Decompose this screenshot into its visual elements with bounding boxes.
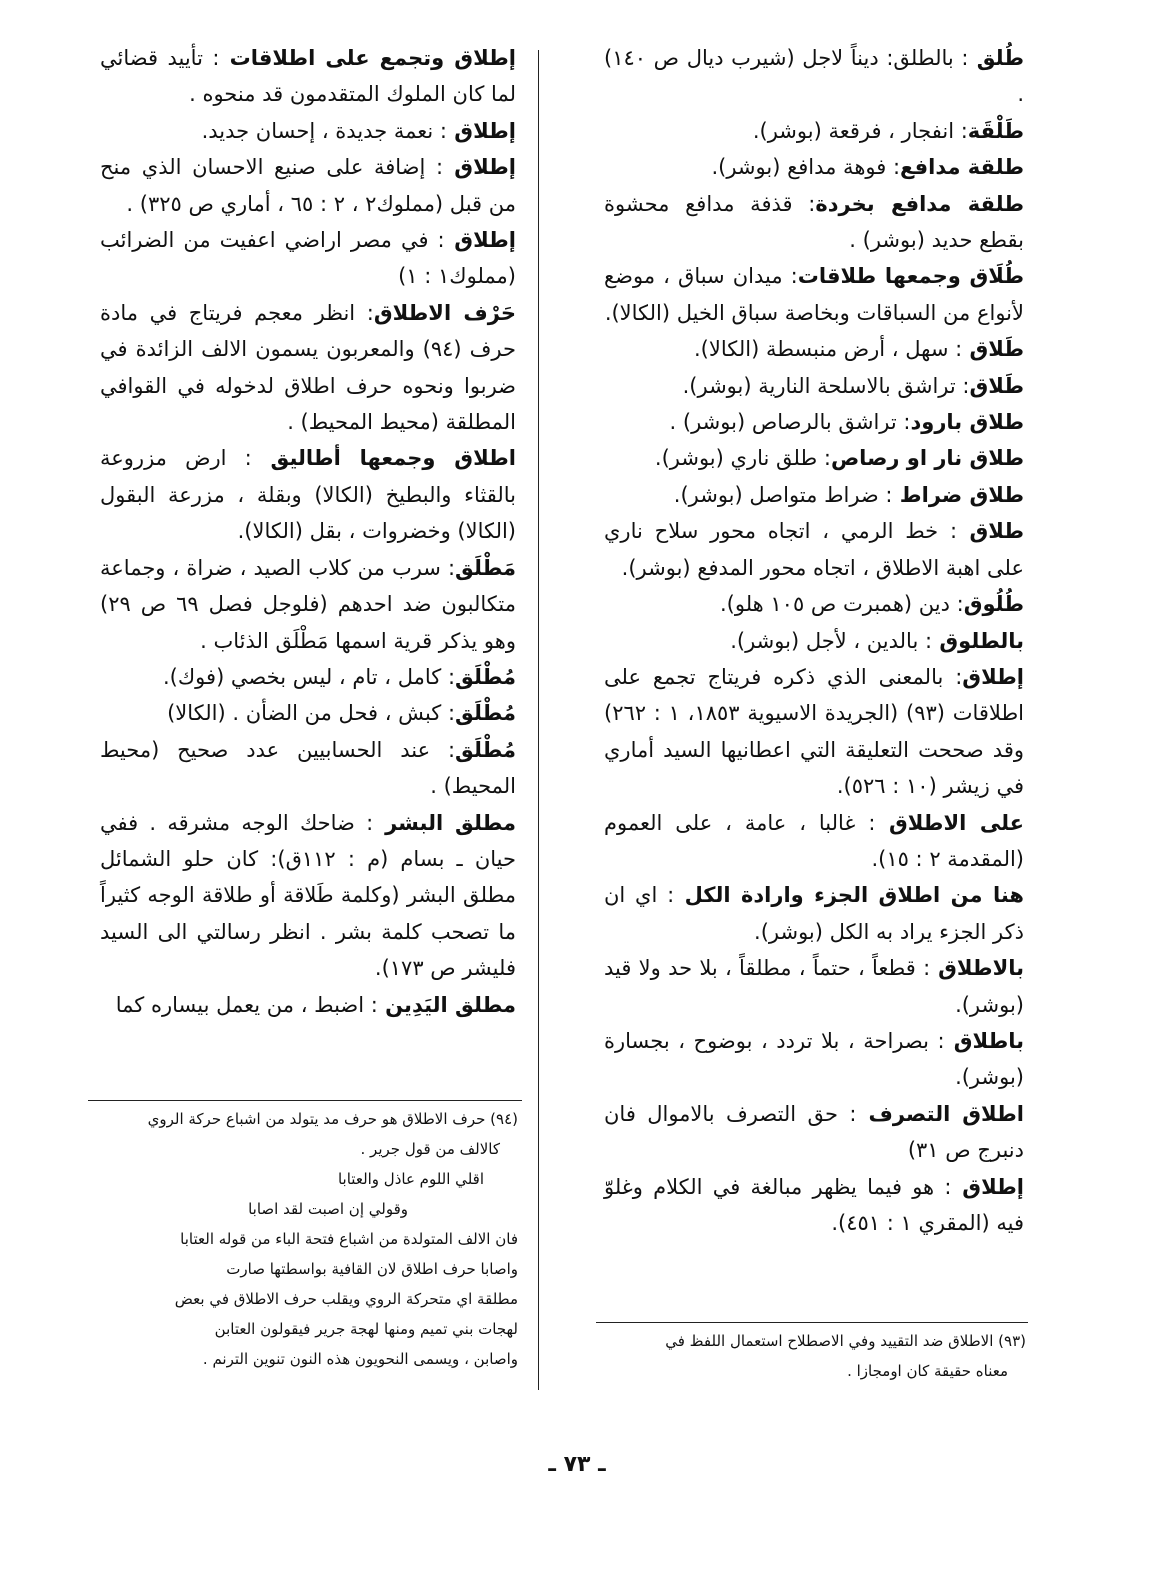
footnote-94-line9: واصابن ، ويسمى النحويون هذه النون تنوين الترنم .	[202, 1350, 518, 1368]
entry-r7: طَلاق: تراشق بالاسلحة النارية (بوشر).	[682, 373, 1024, 398]
entry-l6: اطلاق وجمعها أطاليق : ارض مزروعة بالقثاء والبطيخ (الكالا) وبقلة ، مزرعة البقول (الكالا) وخضروات ، بقل (الكالا).	[100, 446, 516, 544]
entry-l5: حَرْف الاطلاق: انظر معجم فريتاج في مادة حرف (٩٤) والمعربون يسمون الالف الزائدة في ضربوا ونحوه حرف اطلاق لدخوله في القوافي المطلقة (محيط المحيط) .	[100, 300, 516, 435]
column-divider	[538, 50, 539, 1390]
footnote-94-line7: مطلقة اي متحركة الروي ويقلب حرف الاطلاق في بعض	[174, 1290, 518, 1308]
entry-l10: مُطْلَق: عند الحسابيين عدد صحيح (محيط المحيط) .	[100, 737, 516, 799]
entry-r3: طلقة مدافع: فوهة مدافع (بوشر).	[711, 155, 1024, 180]
entry-l1: إطلاق وتجمع على اطلاقات : تأييد قضائي لما كان الملوك المتقدمون قد منحوه .	[100, 46, 517, 107]
entry-r12: طُلُوق: دين (همبرت ص ١٠٥ هلو).	[719, 592, 1024, 617]
entry-l7: مَطْلَق: سرب من كلاب الصيد ، ضراة ، وجماعة متكالبون ضد احدهم (فلوجل فصل ٦٩ ص ٢٩) وهو يذكر قرية اسمها مَطْلَق الذئاب .	[100, 555, 516, 653]
entry-r14: إطلاق: بالمعنى الذي ذكره فريتاج تجمع على اطلاقات (٩٣) (الجريدة الاسيوية ١٨٥٣، ١ : ٢٦٢) وقد صححت التعليقة التي اعطانيها السيد أماري في زيشر (١٠ : ٥٢٦).	[604, 664, 1025, 799]
entry-l11: مطلق البشر : ضاحك الوجه مشرقه . ففي حيان ـ بسام (م : ١١٢ق): كان حلو الشمائل مطلق البشر (وكلمة طَلاقة أو طلاقة الوجه كثيراً ما تصحب كلمة بشر . انظر رسالتي الى السيد فليشر ص ١٧٣).	[100, 810, 516, 981]
entry-r8: طلاق بارود: تراشق بالرصاص (بوشر) .	[669, 410, 1024, 435]
entry-r18: باطلاق : بصراحة ، بلا تردد ، بوضوح ، بجسارة (بوشر).	[604, 1028, 1024, 1090]
footnote-rule-left	[88, 1100, 522, 1101]
entry-r16: هنا من اطلاق الجزء وارادة الكل : اي ان ذكر الجزء يراد به الكل (بوشر).	[604, 883, 1024, 944]
entry-l2: إطلاق : نعمة جديدة ، إحسان جديد.	[201, 118, 516, 143]
entry-r6: طَلاق : سهل ، أرض منبسطة (الكالا).	[694, 337, 1024, 362]
footnote-93-line1: (٩٣) الاطلاق ضد التقييد وفي الاصطلاح استعمال اللفظ في	[665, 1332, 1026, 1350]
entry-r15: على الاطلاق : غالبا ، عامة ، على العموم (المقدمة ٢ : ١٥).	[604, 810, 1024, 871]
right-column	[604, 40, 1024, 1241]
entry-l9: مُطْلَق: كبش ، فحل من الضأن . (الكالا)	[167, 701, 516, 726]
page-number: ـ ٧٣ ـ	[548, 1452, 606, 1477]
entry-r20: إطلاق : هو فيما يظهر مبالغة في الكلام وغلوّ فيه (المقري ١ : ٤٥١).	[604, 1174, 1024, 1235]
entry-r5: طُلَاق وجمعها طلاقات: ميدان سباق ، موضع لأنواع من السباقات وبخاصة سباق الخيل (الكالا).	[604, 264, 1024, 325]
entry-r2: طَلْقَة: انفجار ، فرقعة (بوشر).	[752, 118, 1024, 143]
entry-r1: طُلق : بالطلق: ديناً لاجل (شيرب ديال ص ١٤٠) .	[604, 46, 1024, 107]
entry-r17: بالاطلاق : قطعاً ، حتماً ، مطلقاً ، بلا حد ولا قيد (بوشر).	[604, 956, 1024, 1017]
entry-r4: طلقة مدافع بخردة: قذفة مدافع محشوة بقطع حديد (بوشر) .	[604, 191, 1024, 253]
footnote-94-line5: فان الالف المتولدة من اشباع فتحة الباء من قوله العتابا	[180, 1230, 518, 1248]
entry-l4: إطلاق : في مصر اراضي اعفيت من الضرائب (مملوك١ : ١)	[100, 228, 516, 289]
footnote-93	[590, 1326, 1026, 1386]
footnote-94-line8: لهجات بني تميم ومنها لهجة جرير فيقولون العتابن	[214, 1320, 518, 1338]
footnote-94-verse2: وقولي إن اصبت لقد اصابا	[248, 1200, 408, 1218]
footnote-94-line2: كالالف من قول جرير .	[360, 1140, 500, 1158]
footnote-rule-right	[596, 1322, 1028, 1323]
footnote-94-verse1: اقلي اللوم عاذل والعتابا	[337, 1170, 484, 1188]
entry-r13: بالطلوق : بالدين ، لأجل (بوشر).	[730, 628, 1024, 653]
left-column	[100, 40, 516, 1023]
entry-l8: مُطْلَق: كامل ، تام ، ليس بخصي (فوك).	[163, 664, 516, 689]
entry-r9: طلاق نار او رصاص: طلق ناري (بوشر).	[654, 446, 1024, 471]
footnote-94-line1: (٩٤) حرف الاطلاق هو حرف مد يتولد من اشباع حركة الروي	[147, 1110, 518, 1128]
footnote-94	[82, 1104, 518, 1374]
entry-r11: طلاق : خط الرمي ، اتجاه محور سلاح ناري على اهبة الاطلاق ، اتجاه محور المدفع (بوشر).	[604, 519, 1025, 580]
footnote-94-line6: واصابا حرف اطلاق لان القافية بواسطتها صارت	[226, 1260, 518, 1278]
footnote-93-line2: معناه حقيقة كان اومجازا .	[847, 1362, 1008, 1380]
entry-r19: اطلاق التصرف : حق التصرف بالاموال فان دنبرج ص ٣١)	[604, 1101, 1024, 1163]
entry-l3: إطلاق : إضافة على صنيع الاحسان الذي منح من قبل (مملوك٢ ، ٢ : ٦٥ ، أماري ص ٣٢٥) .	[100, 155, 516, 216]
entry-l12: مطلق اليَدِين : اضبط ، من يعمل بيساره كما	[115, 992, 516, 1017]
entry-r10: طلاق ضراط : ضراط متواصل (بوشر).	[673, 482, 1024, 507]
